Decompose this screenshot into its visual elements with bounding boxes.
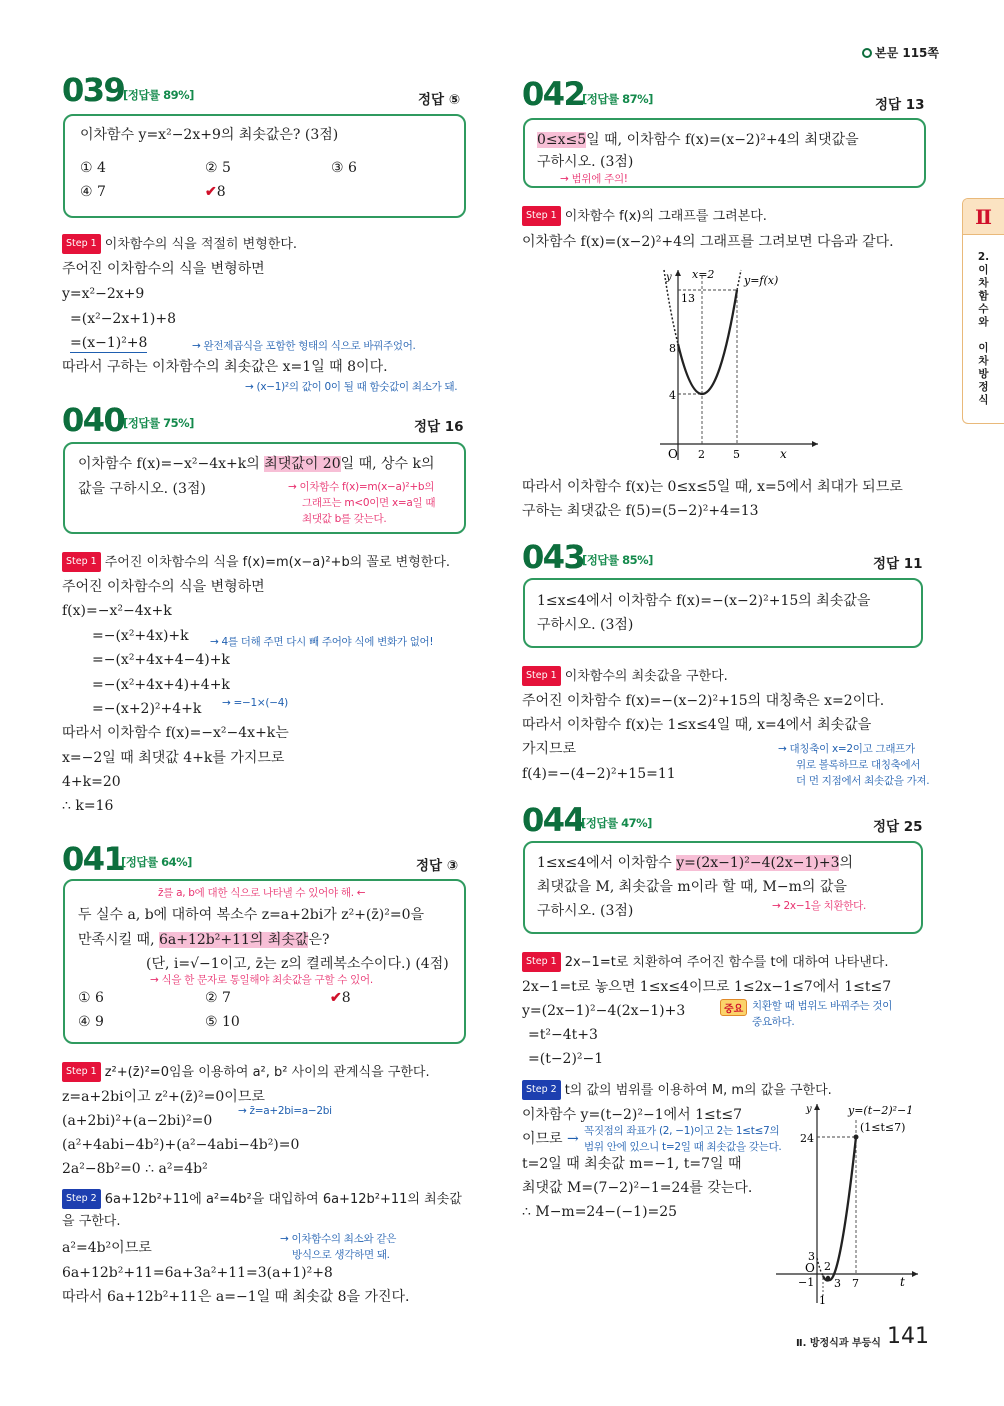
choice-1[interactable]: ① 6 [78,990,104,1006]
annotation-note: 중요하다. [752,1016,795,1028]
question-text: 1≤x≤4에서 이차함수 f(x)=−(x−2)²+15의 최솟값을 [537,593,871,609]
annotation-note: → =−1×(−4) [222,697,288,709]
annotation-note: 그래프는 m<0이면 x=a일 때 [302,497,436,509]
solution-line: =−(x²+4x+4)+4+k [92,677,230,693]
step1-heading: Step 1 이차함수의 식을 적절히 변형한다. [62,234,297,254]
step1-badge: Step 1 [62,552,101,572]
annotation-note: 꼭짓점의 좌표가 (2, −1)이고 2는 1≤t≤7의 [584,1125,780,1137]
solution-line: ∴ k=16 [62,798,114,814]
annotation-note: → (x−1)²의 값이 0이 될 때 함숫값이 최소가 돼. [245,381,458,393]
question-text: 값을 구하시오. (3점) [78,481,206,497]
answer-label: 정답 11 [873,556,923,572]
solution-line: 주어진 이차함수의 식을 변형하면 [62,579,265,595]
solution-line: z=a+2bi이고 z²+(z̄)²=0이므로 [62,1089,265,1105]
annotation-note: → 4를 더해 주면 다시 빼 주어야 식에 변화가 없어! [210,636,434,648]
solution-line: 따라서 이차함수 f(x)는 1≤x≤4일 때, x=4에서 최솟값을 [522,717,872,733]
svg-text:x: x [780,447,787,461]
solution-line: 주어진 이차함수의 식을 변형하면 [62,261,265,277]
correct-rate: [정답률 87%] [582,92,653,106]
choice-3[interactable]: ✔8 [330,990,351,1006]
problem-number: 042 [522,75,585,113]
correct-rate: [정답률 89%] [123,88,194,102]
svg-text:4: 4 [669,389,676,402]
solution-line: (a²+4abi−4b²)+(a²−4abi−4b²)=0 [62,1137,300,1153]
circle-icon [862,48,872,58]
annotation-note: 방식으로 생각하면 돼. [292,1249,390,1261]
annotation-note: 더 먼 지점에서 최솟값을 가져. [796,775,930,787]
annotation-note: → 범위에 주의! [560,173,628,185]
choice-4[interactable]: ④ 9 [78,1014,104,1030]
annotation-note: 범위 안에 있으니 t=2일 때 최솟값을 갖는다. [584,1141,782,1153]
step1-heading: Step 1 이차함수 f(x)의 그래프를 그려본다. [522,206,767,226]
question-text: 이차함수 f(x)=−x²−4x+k의 최댓값이 20일 때, 상수 k의 [78,456,435,472]
highlight: 최댓값이 20 [264,456,341,472]
question-text: 만족시킬 때, 6a+12b²+11의 최솟값은? [78,932,330,948]
annotation-note: 위로 볼록하므로 대칭축에서 [796,759,921,771]
solution-line: 따라서 이차함수 f(x)는 0≤x≤5일 때, x=5에서 최대가 되므로 [522,479,903,495]
solution-line: =(x−1)²+8 [70,335,148,351]
svg-text:O: O [805,1261,815,1275]
annotation-note: → 이차함수 f(x)=m(x−a)²+b의 [288,481,435,493]
solution-line: 가지므로 [522,741,577,757]
solution-line: =−(x²+4x)+k [92,628,189,644]
highlight: 6a+12b²+11의 최솟값 [158,932,309,948]
step1-heading: Step 1 주어진 이차함수의 식을 f(x)=m(x−a)²+b의 꼴로 변형한다. [62,552,450,572]
question-text: (단, i=√−1이고, z̄는 z의 켤레복소수이다.) (4점) [146,956,449,972]
solution-line: =(x²−2x+1)+8 [70,311,176,327]
step1-badge: Step 1 [522,952,561,972]
svg-text:3: 3 [834,1277,841,1290]
svg-text:y=(t−2)²−1: y=(t−2)²−1 [848,1104,914,1117]
question-text: 두 실수 a, b에 대하여 복소수 z=a+2bi가 z²+(z̄)²=0을 [78,907,424,923]
step1-badge: Step 1 [62,234,101,254]
page-number: 141 [887,1324,929,1349]
chapter-title-vertical: 2. 이 차 함 수 와 이 차 방 정 식 [977,251,990,406]
annotation-note: 치환할 때 범위도 바꿔주는 것이 [752,1000,893,1012]
solution-line: 이차함수 f(x)=(x−2)²+4의 그래프를 그려보면 다음과 같다. [522,234,894,250]
answer-label: 정답 25 [873,819,923,835]
solution-line: =(t−2)²−1 [528,1051,604,1067]
correct-rate: [정답률 75%] [123,416,194,430]
svg-text:y=f(x): y=f(x) [744,274,779,287]
solution-line: 따라서 구하는 이차함수의 최솟값은 x=1일 때 8이다. [62,359,388,375]
solution-line: y=(2x−1)²−4(2x−1)+3 [522,1003,686,1019]
choice-5[interactable]: ⑤ 10 [205,1014,240,1030]
solution-line: f(4)=−(4−2)²+15=11 [522,766,676,782]
svg-text:(1≤t≤7): (1≤t≤7) [860,1121,906,1134]
annotation-note: → z̄=a+2bi=a−2bi [238,1105,332,1117]
question-text: 최댓값을 M, 최솟값을 m이라 할 때, M−m의 값을 [537,879,847,895]
solution-line: =−(x+2)²+4+k [92,701,202,717]
step1-badge: Step 1 [62,1062,101,1082]
svg-text:8: 8 [669,342,676,355]
step2-heading: Step 2 6a+12b²+11에 a²=4b²을 대입하여 6a+12b²+11의 최솟값 [62,1189,462,1209]
question-text: 구하시오. (3점) [537,903,634,919]
svg-text:y: y [806,1104,812,1115]
chapter-roman-numeral: Ⅱ [963,199,1004,235]
solution-line: 이므로 → [522,1131,579,1147]
step2-badge: Step 2 [62,1189,101,1209]
solution-line: 4+k=20 [62,774,121,790]
problem-number: 043 [522,538,585,576]
svg-text:2: 2 [698,448,705,461]
question-box [523,578,923,648]
annotation-note: → 2x−1을 치환한다. [772,900,867,912]
solution-line: =t²−4t+3 [528,1027,598,1043]
highlight: 0≤x≤5 [537,132,587,148]
solution-line: x=−2일 때 최댓값 4+k를 가지므로 [62,750,285,766]
answer-label: 정답 ③ [416,858,459,874]
solution-line: a²=4b²이므로 [62,1240,152,1256]
choice-1[interactable]: ① 4 [80,160,106,176]
annotation-note: z̄를 a, b에 대한 식으로 나타낼 수 있어야 해. ← [158,887,366,899]
solution-line: 6a+12b²+11=6a+3a²+11=3(a+1)²+8 [62,1265,333,1281]
choice-3[interactable]: ③ 6 [331,160,357,176]
solution-line: 따라서 이차함수 f(x)=−x²−4x+k는 [62,725,289,741]
correct-rate: [정답률 85%] [582,553,653,567]
footer-section: Ⅱ. 방정식과 부등식 [796,1338,881,1349]
problem-number: 041 [62,840,125,878]
chapter-side-tab[interactable] [962,198,1004,424]
svg-text:1: 1 [819,1294,826,1307]
checkmark-icon: ✔ [330,990,342,1006]
annotation-note: → 대칭축이 x=2이고 그래프가 [778,743,915,755]
solution-line: 2x−1=t로 놓으면 1≤x≤4이므로 1≤2x−1≤7에서 1≤t≤7 [522,979,892,995]
svg-text:13: 13 [681,292,695,305]
svg-text:−1: −1 [798,1276,815,1289]
step2-heading-cont: 을 구한다. [62,1214,121,1229]
solution-line: 구하는 최댓값은 f(5)=(5−2)²+4=13 [522,503,759,519]
checkmark-icon: ✔ [205,184,217,200]
solution-line: 이차함수 y=(t−2)²−1에서 1≤t≤7 [522,1107,743,1123]
svg-text:y: y [666,272,672,283]
solution-line: y=x²−2x+9 [62,286,145,302]
annotation-note: 최댓값 b를 갖는다. [302,513,387,525]
choice-5[interactable]: ✔8 [205,184,226,200]
step1-heading: Step 1 z²+(z̄)²=0임을 이용하여 a², b² 사이의 관계식을 구한다. [62,1062,430,1082]
answer-label: 정답 ⑤ [418,92,461,108]
parabola-graph-044 [770,1098,935,1308]
question-text: 1≤x≤4에서 이차함수 y=(2x−1)²−4(2x−1)+3의 [537,855,854,871]
page-reference: 본문 115쪽 [862,44,939,61]
svg-text:5: 5 [733,448,740,461]
svg-text:O: O [668,447,678,461]
highlight: y=(2x−1)²−4(2x−1)+3 [676,855,840,871]
important-badge: 중요 [720,999,747,1016]
annotation-note: → 식을 한 문자로 통일해야 최솟값을 구할 수 있어. [150,974,373,986]
correct-rate: [정답률 47%] [581,816,652,830]
annotation-note: → 완전제곱식을 포함한 형태의 식으로 바꿔주었어. [192,340,416,352]
solution-line: (a+2bi)²+(a−2bi)²=0 [62,1113,213,1129]
step1-heading: Step 1 2x−1=t로 치환하여 주어진 함수를 t에 대하여 나타낸다. [522,952,888,972]
annotation-note: → 이차함수의 최소와 같은 [280,1233,397,1245]
solution-line: 최댓값 M=(7−2)²−1=24를 갖는다. [522,1180,753,1196]
svg-text:t: t [900,1275,905,1289]
step1-heading: Step 1 이차함수의 최솟값을 구한다. [522,666,728,686]
solution-line: f(x)=−x²−4x+k [62,603,172,619]
svg-text:7: 7 [852,1277,859,1290]
answer-label: 정답 16 [414,419,464,435]
step1-badge: Step 1 [522,666,561,686]
solution-line: =−(x²+4x+4−4)+k [92,652,230,668]
solution-line: 따라서 6a+12b²+11은 a=−1일 때 최솟값 8을 가진다. [62,1289,410,1305]
solution-line: t=2일 때 최솟값 m=−1, t=7일 때 [522,1156,742,1172]
question-text: 구하시오. (3점) [537,154,634,170]
parabola-graph-042 [620,262,820,462]
choice-4[interactable]: ④ 7 [80,184,106,200]
solution-line: 주어진 이차함수 f(x)=−(x−2)²+15의 대칭축은 x=2이다. [522,693,885,709]
step2-heading: Step 2 t의 값의 범위를 이용하여 M, m의 값을 구한다. [522,1080,832,1100]
question-text: 0≤x≤5일 때, 이차함수 f(x)=(x−2)²+4의 최댓값을 [537,132,859,148]
correct-rate: [정답률 64%] [121,855,192,869]
answer-label: 정답 13 [875,97,925,113]
step1-badge: Step 1 [522,206,561,226]
solution-line: ∴ M−m=24−(−1)=25 [522,1204,678,1220]
question-text: 구하시오. (3점) [537,617,634,633]
svg-text:2: 2 [824,1260,831,1273]
svg-text:24: 24 [800,1132,814,1145]
question-text: 이차함수 y=x²−2x+9의 최솟값은? (3점) [80,127,339,143]
choice-2[interactable]: ② 7 [205,990,231,1006]
problem-number: 039 [62,71,125,109]
solution-line: 2a²−8b²=0 ∴ a²=4b² [62,1161,208,1177]
choice-2[interactable]: ② 5 [205,160,231,176]
problem-number: 044 [522,801,585,839]
svg-text:3: 3 [808,1250,815,1263]
svg-text:x=2: x=2 [692,268,715,281]
step2-badge: Step 2 [522,1080,561,1100]
problem-number: 040 [62,401,125,439]
